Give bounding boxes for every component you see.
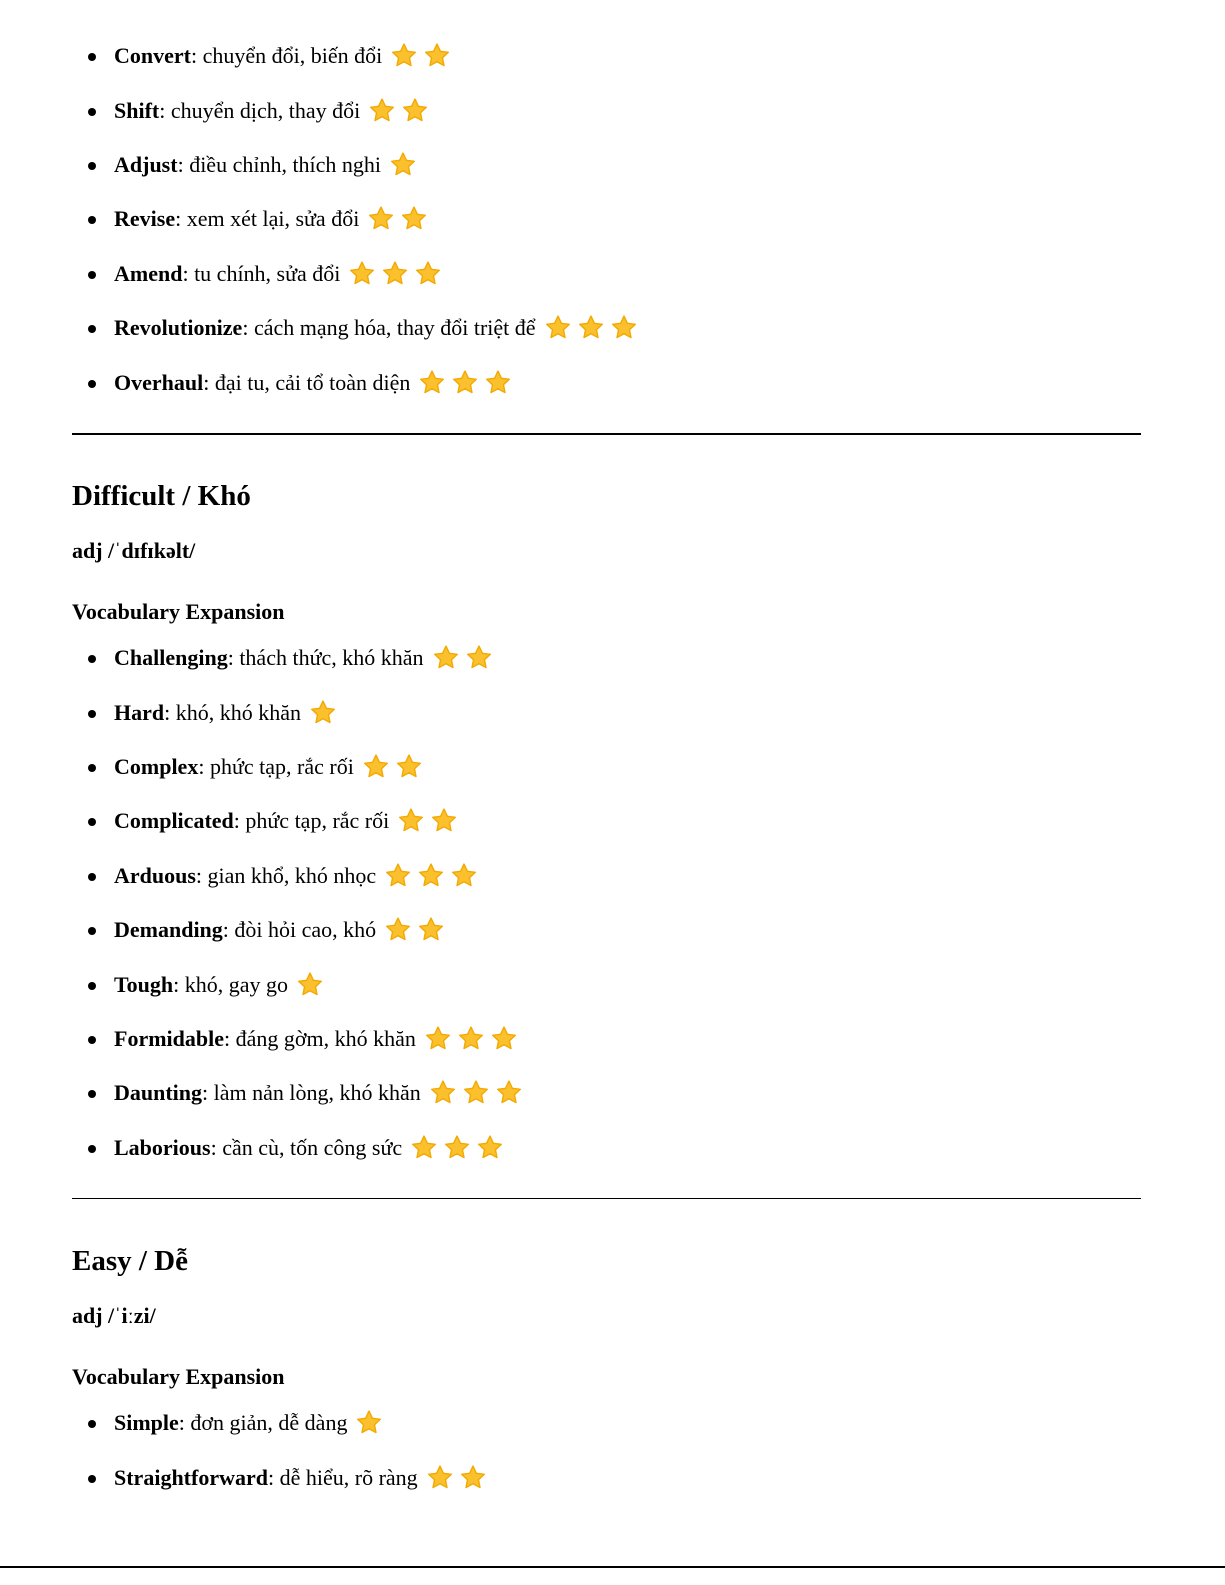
list-item	[72, 957, 523, 1011]
difficulty-rating	[348, 260, 442, 288]
star-icon	[381, 260, 409, 288]
star-icon	[577, 314, 605, 342]
bullet-icon	[88, 162, 96, 170]
bullet-icon	[88, 216, 96, 224]
item-text	[114, 970, 288, 1000]
difficulty-rating	[390, 42, 451, 70]
item-text	[114, 861, 376, 891]
list-item	[72, 685, 523, 739]
vocab-term: Challenging	[114, 645, 228, 671]
list-item	[72, 1121, 523, 1175]
bullet-icon	[88, 982, 96, 990]
bullet-icon	[88, 710, 96, 718]
star-icon	[423, 42, 451, 70]
difficulty-rating	[384, 916, 445, 944]
star-icon	[432, 644, 460, 672]
difficulty-rating	[367, 205, 428, 233]
star-icon	[384, 862, 412, 890]
list-item	[72, 849, 523, 903]
star-icon	[417, 862, 445, 890]
vocab-term: Straightforward	[114, 1464, 268, 1490]
item-text	[114, 1408, 347, 1438]
vocab-list-difficult	[72, 631, 523, 1175]
star-icon	[348, 260, 376, 288]
difficulty-rating	[426, 1464, 487, 1492]
difficulty-rating	[544, 314, 638, 342]
star-icon	[459, 1464, 487, 1492]
star-icon	[451, 369, 479, 397]
vocab-term: Hard	[114, 699, 165, 725]
page-bottom-border	[0, 1566, 1225, 1568]
item-text	[114, 1024, 416, 1054]
star-icon	[429, 1079, 457, 1107]
vocab-meaning: : chuyển dịch, thay đổi	[159, 97, 361, 123]
star-icon	[401, 97, 429, 125]
list-item	[72, 1396, 487, 1450]
vocab-meaning: : cần cù, tốn công sức	[210, 1134, 403, 1160]
vocab-list-change	[72, 29, 638, 410]
item-text	[114, 806, 389, 836]
star-icon	[426, 1464, 454, 1492]
star-icon	[462, 1079, 490, 1107]
difficulty-rating	[397, 807, 458, 835]
star-icon	[410, 1134, 438, 1162]
bullet-icon	[88, 1090, 96, 1098]
vocab-term: Simple	[114, 1410, 179, 1436]
vocab-meaning: : điều chỉnh, thích nghi	[177, 151, 382, 177]
star-icon	[296, 971, 324, 999]
list-item	[72, 355, 638, 409]
list-item	[72, 1012, 523, 1066]
pronunciation-easy: adj /ˈiːzi/	[72, 1303, 156, 1328]
item-text	[114, 368, 410, 398]
item-text	[114, 698, 301, 728]
item-text	[114, 1078, 421, 1108]
bullet-icon	[88, 108, 96, 116]
item-text	[114, 96, 360, 126]
star-icon	[476, 1134, 504, 1162]
vocab-meaning: : chuyển đổi, biến đổi	[190, 43, 383, 69]
vocab-term: Adjust	[114, 151, 178, 177]
word-title-difficult: Difficult / Khó	[72, 480, 251, 512]
star-icon	[368, 97, 396, 125]
vocab-meaning: : thách thức, khó khăn	[227, 645, 424, 671]
bullet-icon	[88, 1420, 96, 1428]
vocab-meaning: : đơn giản, dễ dàng	[178, 1410, 348, 1436]
star-icon	[610, 314, 638, 342]
vocab-meaning: : dễ hiểu, rõ ràng	[267, 1464, 418, 1490]
star-icon	[390, 42, 418, 70]
difficulty-rating	[384, 862, 478, 890]
bullet-icon	[88, 380, 96, 388]
difficulty-rating	[410, 1134, 504, 1162]
star-icon	[457, 1025, 485, 1053]
star-icon	[484, 369, 512, 397]
vocab-meaning: : làm nản lòng, khó khăn	[202, 1080, 421, 1106]
bullet-icon	[88, 927, 96, 935]
vocab-term: Amend	[114, 260, 183, 286]
list-item	[72, 794, 523, 848]
star-icon	[430, 807, 458, 835]
vocab-term: Overhaul	[114, 369, 204, 395]
difficulty-rating	[424, 1025, 518, 1053]
star-icon	[397, 807, 425, 835]
star-icon	[465, 644, 493, 672]
star-icon	[424, 1025, 452, 1053]
vocab-meaning: : đại tu, cải tổ toàn diện	[203, 369, 411, 395]
bullet-icon	[88, 325, 96, 333]
star-icon	[495, 1079, 523, 1107]
star-icon	[544, 314, 572, 342]
vocab-meaning: : cách mạng hóa, thay đổi triệt để	[242, 315, 536, 341]
vocab-meaning: : tu chính, sửa đổi	[182, 260, 341, 286]
difficulty-rating	[389, 151, 417, 179]
list-item	[72, 192, 638, 246]
star-icon	[355, 1409, 383, 1437]
bullet-icon	[88, 818, 96, 826]
star-icon	[367, 205, 395, 233]
vocab-meaning: : khó, gay go	[173, 971, 289, 997]
bullet-icon	[88, 1475, 96, 1483]
list-item	[72, 29, 638, 83]
vocab-term: Convert	[114, 43, 191, 69]
list-item	[72, 740, 523, 794]
list-item	[72, 83, 638, 137]
difficulty-rating	[355, 1409, 383, 1437]
item-text	[114, 313, 536, 343]
vocab-term: Arduous	[114, 862, 196, 888]
bullet-icon	[88, 53, 96, 61]
star-icon	[395, 753, 423, 781]
difficulty-rating	[429, 1079, 523, 1107]
vocab-meaning: : gian khổ, khó nhọc	[195, 862, 377, 888]
bullet-icon	[88, 873, 96, 881]
star-icon	[490, 1025, 518, 1053]
list-item	[72, 903, 523, 957]
vocab-meaning: : xem xét lại, sửa đổi	[175, 206, 360, 232]
section-divider	[72, 433, 1141, 435]
list-item	[72, 631, 523, 685]
star-icon	[400, 205, 428, 233]
list-item	[72, 138, 638, 192]
list-item	[72, 1066, 523, 1120]
vocab-term: Revolutionize	[114, 315, 243, 341]
difficulty-rating	[432, 644, 493, 672]
bullet-icon	[88, 655, 96, 663]
star-icon	[443, 1134, 471, 1162]
bullet-icon	[88, 1036, 96, 1044]
difficulty-rating	[309, 699, 337, 727]
vocab-term: Daunting	[114, 1080, 203, 1106]
star-icon	[450, 862, 478, 890]
difficulty-rating	[368, 97, 429, 125]
pronunciation-difficult: adj /ˈdɪfɪkəlt/	[72, 538, 196, 563]
difficulty-rating	[296, 971, 324, 999]
vocab-term: Demanding	[114, 917, 223, 943]
item-text	[114, 41, 382, 71]
item-text	[114, 1133, 402, 1163]
vocab-meaning: : phức tạp, rắc rối	[198, 753, 354, 779]
item-text	[114, 204, 359, 234]
star-icon	[414, 260, 442, 288]
vocab-term: Complex	[114, 753, 199, 779]
list-item	[72, 301, 638, 355]
star-icon	[362, 753, 390, 781]
vocab-expansion-heading: Vocabulary Expansion	[72, 1364, 285, 1389]
star-icon	[418, 369, 446, 397]
bullet-icon	[88, 271, 96, 279]
bullet-icon	[88, 1145, 96, 1153]
vocab-term: Complicated	[114, 808, 234, 834]
item-text	[114, 643, 424, 673]
vocab-meaning: : phức tạp, rắc rối	[233, 808, 390, 834]
vocab-term: Formidable	[114, 1025, 224, 1051]
item-text	[114, 150, 381, 180]
vocab-term: Revise	[114, 206, 176, 232]
vocab-meaning: : đáng gờm, khó khăn	[224, 1025, 416, 1051]
vocab-meaning: : khó, khó khăn	[164, 699, 302, 725]
vocab-term: Shift	[114, 97, 160, 123]
item-text	[114, 259, 340, 289]
star-icon	[389, 151, 417, 179]
vocab-term: Laborious	[114, 1134, 211, 1160]
item-text	[114, 752, 354, 782]
vocab-list-easy	[72, 1396, 487, 1505]
vocab-meaning: : đòi hỏi cao, khó	[222, 917, 377, 943]
difficulty-rating	[362, 753, 423, 781]
item-text	[114, 1463, 418, 1493]
word-title-easy: Easy / Dễ	[72, 1245, 188, 1277]
list-item	[72, 1450, 487, 1504]
star-icon	[384, 916, 412, 944]
section-divider	[72, 1198, 1141, 1199]
bullet-icon	[88, 764, 96, 772]
item-text	[114, 915, 376, 945]
list-item	[72, 247, 638, 301]
difficulty-rating	[418, 369, 512, 397]
star-icon	[417, 916, 445, 944]
vocab-term: Tough	[114, 971, 174, 997]
vocab-expansion-heading: Vocabulary Expansion	[72, 599, 285, 624]
star-icon	[309, 699, 337, 727]
